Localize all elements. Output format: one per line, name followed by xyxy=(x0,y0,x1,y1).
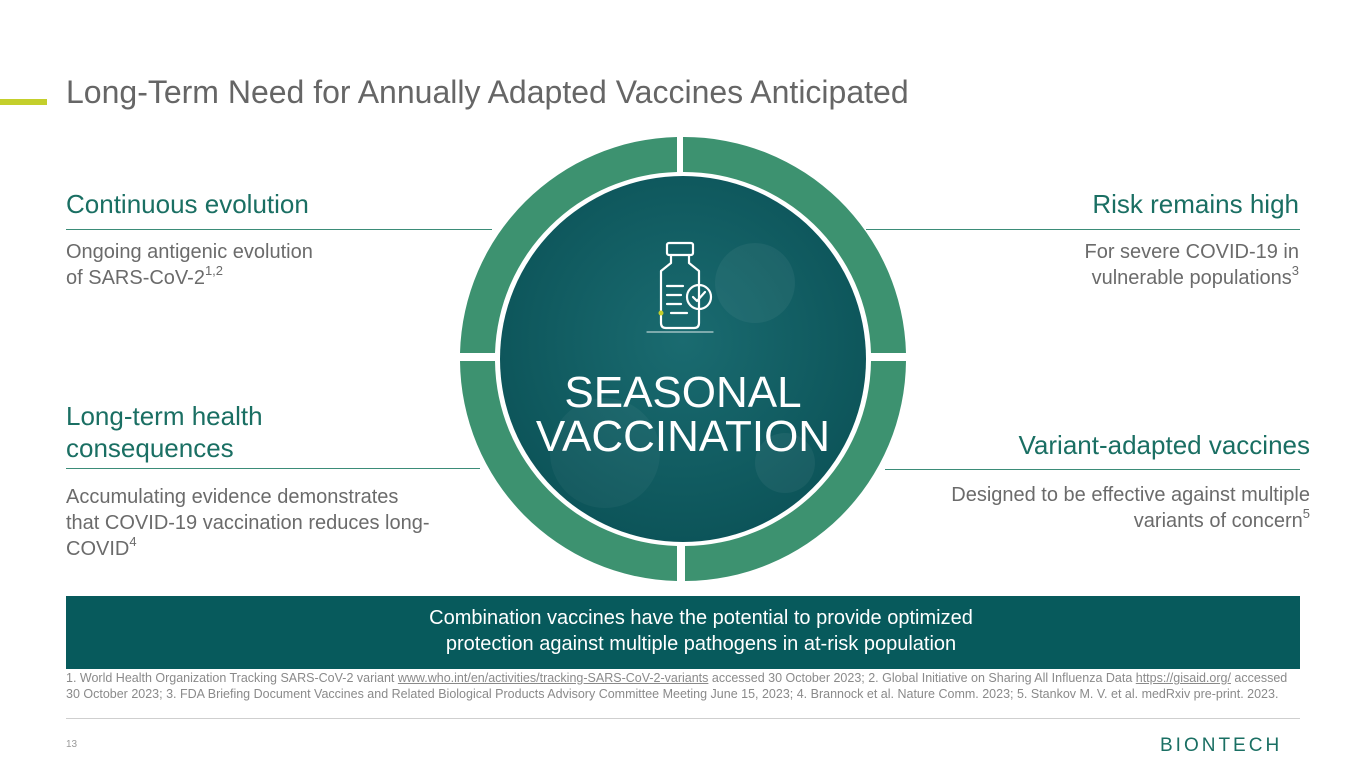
divider-top-left xyxy=(66,229,492,230)
footnotes: 1. World Health Organization Tracking SARS-CoV-2 variant www.who.int/en/activities/tracking-SARS-CoV-2-variants accessed 30 October 2023; 2. Global Initiative on Sharing All Influenza Data https://gisaid.org/ accessed 30 October 2023; 3. FDA Briefing Document Vaccines and Related Biological Products Advisory Committee Meeting June 15, 2023; 4. Brannock et al. Nature Comm. 2023; 5. Stankov M. V. et al. medRxiv pre-print. 2023. xyxy=(66,671,1288,701)
body-risk-remains-high: For severe COVID-19 in vulnerable populations$^3$ xyxy=(1084,241,1299,289)
logo-text: BIONTECH xyxy=(1160,736,1283,753)
gisaid-link[interactable]: https://gisaid.org/ xyxy=(1135,671,1231,685)
heading-continuous-evolution: Continuous evolution xyxy=(66,189,309,219)
banner-line1: Combination vaccines have the potential to provide optimized xyxy=(429,607,973,629)
slide-title: Long-Term Need for Annually Adapted Vaccines Anticipated xyxy=(66,74,909,110)
combination-banner xyxy=(66,596,1300,669)
divider-bottom-right xyxy=(885,469,1300,470)
vial-accent-dot xyxy=(659,311,664,316)
heading-long-term-health: Long-term health consequences xyxy=(66,401,263,463)
footer-divider xyxy=(66,718,1300,719)
heading-risk-remains-high: Risk remains high xyxy=(1092,189,1299,219)
body-variant-adapted: Designed to be effective against multiple variants of concern$^5$ xyxy=(951,484,1310,532)
page-number: 13 xyxy=(66,739,78,750)
biontech-logo xyxy=(1160,736,1300,753)
body-continuous-evolution: Ongoing antigenic evolution of SARS-CoV-2$^{1,2}$ xyxy=(66,241,313,289)
who-link[interactable]: www.who.int/en/activities/tracking-SARS-CoV-2-variants xyxy=(397,671,709,685)
heading-variant-adapted: Variant-adapted vaccines xyxy=(1018,430,1310,460)
inner-circle xyxy=(500,176,866,542)
accent-bar xyxy=(0,99,47,105)
center-label-line2: VACCINATION xyxy=(535,412,831,461)
divider-top-right xyxy=(866,229,1300,230)
divider-bottom-left xyxy=(66,468,480,469)
center-label-line1: SEASONAL xyxy=(564,368,802,417)
seasonal-vaccination-ring xyxy=(455,133,911,585)
center-label xyxy=(520,368,846,461)
body-long-term-health: Accumulating evidence demonstrates that COVID-19 vaccination reduces long- COVID$^4$ xyxy=(66,486,430,560)
banner-line2: protection against multiple pathogens in at-risk population xyxy=(445,633,957,655)
